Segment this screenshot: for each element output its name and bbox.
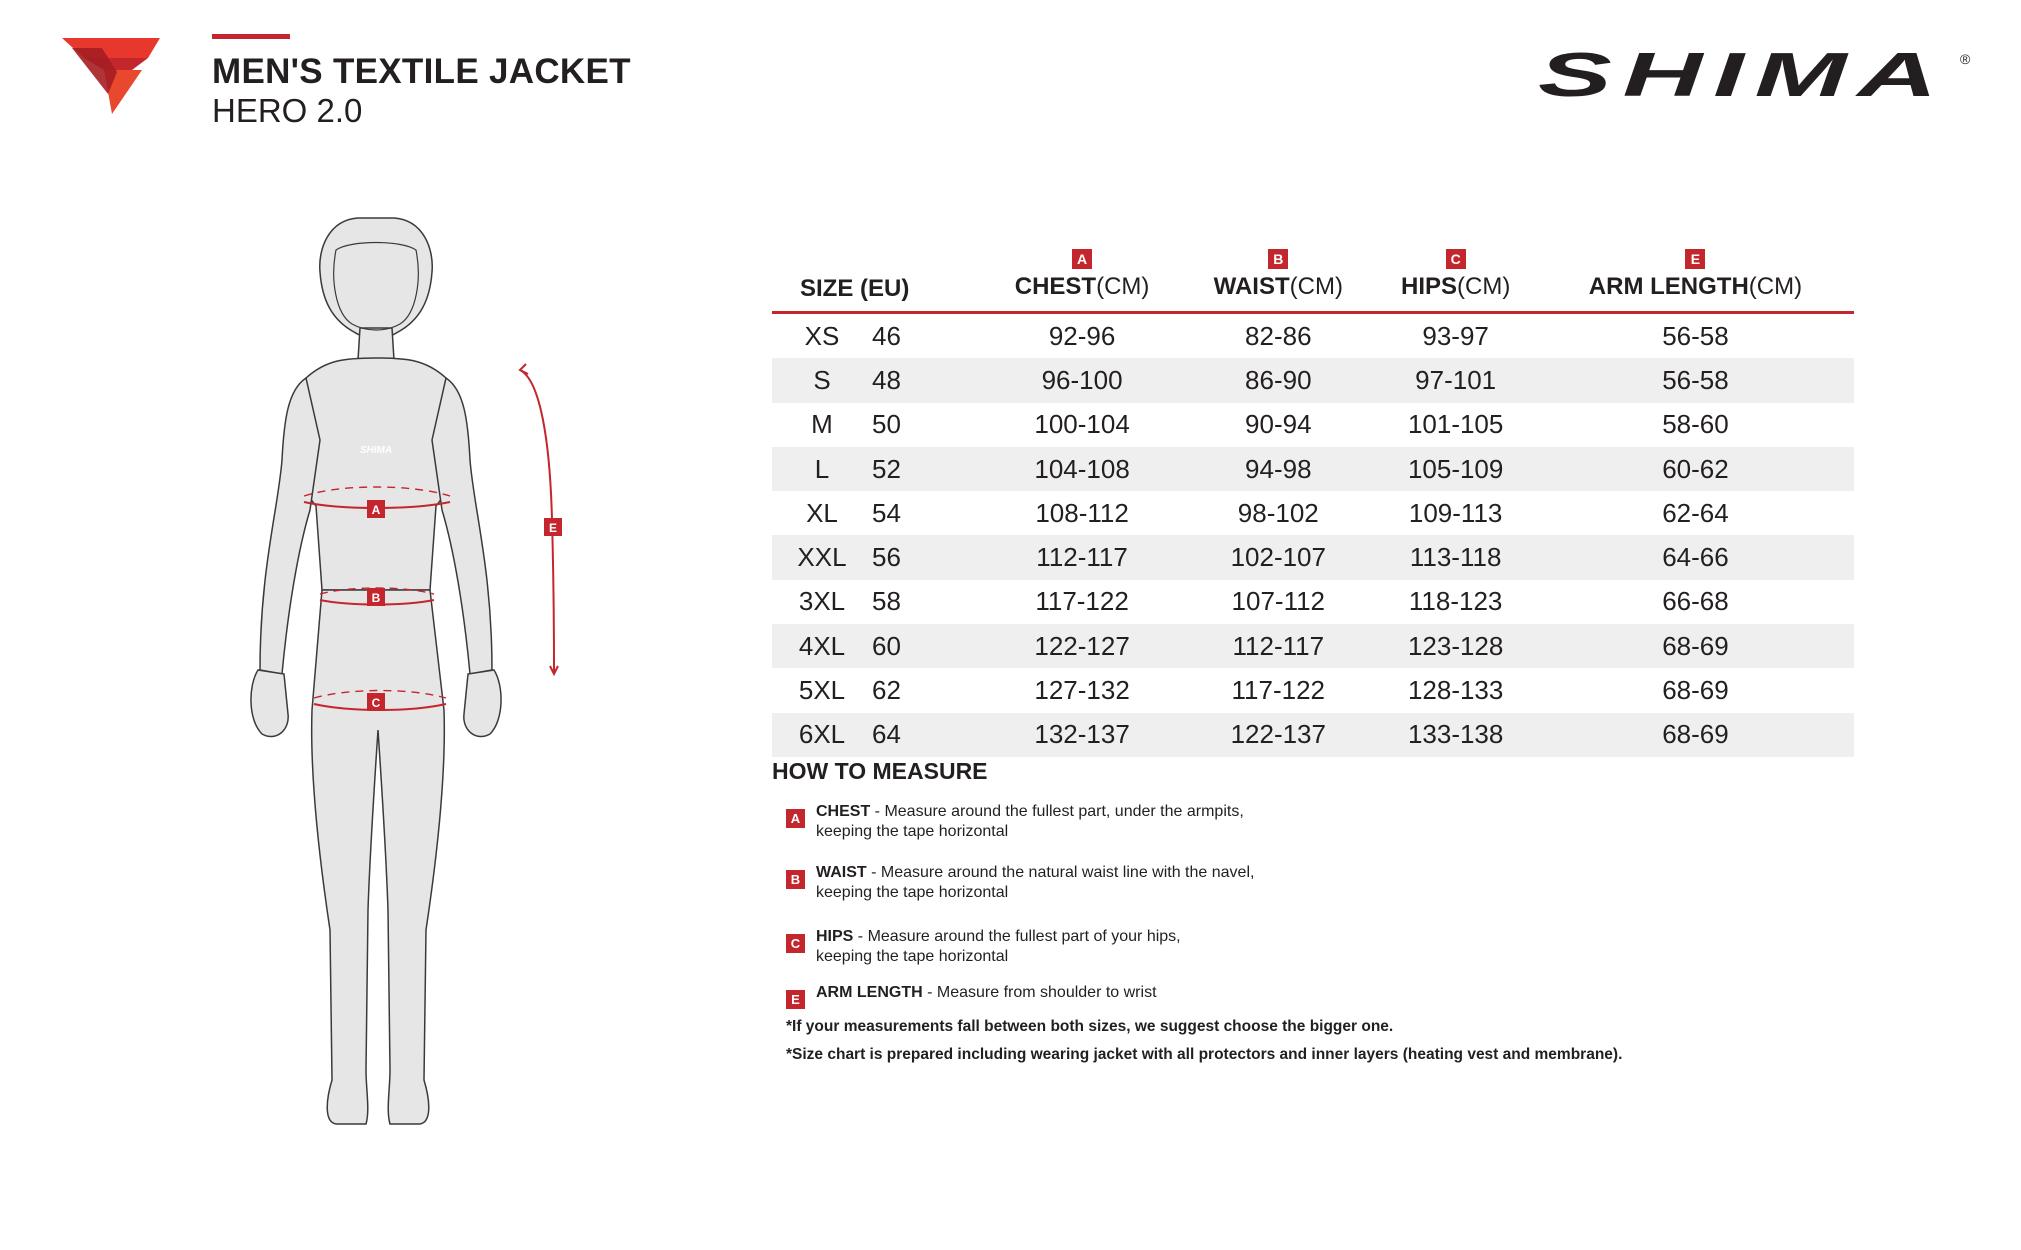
table-body	[772, 313, 1854, 757]
measure-name: CHEST	[816, 803, 871, 820]
table-cell-arm: 66-68	[1662, 586, 1729, 617]
table-cell-size: XS	[804, 320, 840, 351]
table-cell-size: XXL	[772, 535, 872, 579]
table-cell-hips: 109-113	[1408, 497, 1503, 528]
table-cell-arm: 68-69	[1537, 713, 1854, 757]
table-cell-chest: 104-108	[982, 447, 1182, 491]
table-cell-size: M	[811, 409, 833, 440]
table-cell-eu: 48	[872, 358, 982, 402]
table-cell-waist: 112-117	[1182, 624, 1374, 668]
table-cell-hips: 133-138	[1374, 713, 1537, 757]
table-cell-arm: 58-60	[1662, 409, 1729, 440]
table-cell-arm: 62-64	[1662, 497, 1729, 528]
measure-desc: - Measure around the natural waist line with the navel,	[866, 864, 1255, 881]
column-header-label: SIZE (EU)	[800, 275, 910, 302]
table-cell-hips: 128-133	[1407, 675, 1504, 706]
table-cell-waist: 98-102	[1237, 497, 1319, 528]
table-cell-waist: 82-86	[1245, 320, 1312, 351]
table-cell-eu: 58	[872, 586, 901, 617]
measure-name: HIPS	[816, 928, 854, 945]
table-cell-eu: 60	[872, 624, 982, 668]
table-cell-chest: 96-100	[982, 358, 1182, 402]
table-cell-hips: 93-97	[1422, 320, 1489, 351]
table-row	[772, 358, 1854, 402]
measure-desc-2: keeping the tape horizontal	[816, 823, 1009, 840]
measure-desc: - Measure from shoulder to wrist	[922, 984, 1157, 1001]
marker-badge: E	[786, 990, 805, 1009]
figure-marker-arm: E	[548, 521, 558, 535]
size-table	[772, 225, 1854, 757]
column-header-arm-length	[1537, 225, 1854, 313]
table-cell-eu: 54	[872, 497, 901, 528]
table-cell-hips: 123-128	[1374, 624, 1537, 668]
table-cell-eu: 52	[872, 447, 982, 491]
table-header-row	[772, 225, 1854, 313]
page-subtitle: HERO 2.0	[212, 92, 363, 129]
table-cell-hips: 105-109	[1374, 447, 1537, 491]
measure-desc-2: keeping the tape horizontal	[816, 948, 1009, 965]
table-cell-size: XL	[806, 497, 838, 528]
figure-chest-logo: SHIMA	[359, 445, 393, 456]
table-cell-eu: 56	[872, 535, 982, 579]
column-header-unit: (CM)	[1748, 273, 1803, 300]
table-cell-hips: 97-101	[1374, 358, 1537, 402]
table-cell-chest: 112-117	[982, 535, 1182, 579]
column-header-waist	[1182, 225, 1374, 313]
note-between-sizes: *If your measurements fall between both sizes, we suggest choose the bigger one.	[786, 1018, 1394, 1035]
measure-desc-2: keeping the tape horizontal	[816, 884, 1009, 901]
marker-badge: A	[1072, 249, 1092, 269]
table-cell-eu: 62	[872, 675, 901, 706]
table-row	[772, 491, 1854, 535]
table-cell-arm: 60-62	[1537, 447, 1854, 491]
how-to-measure-title: HOW TO MEASURE	[772, 758, 988, 784]
table-cell-chest: 92-96	[1048, 320, 1116, 351]
table-row	[772, 668, 1854, 712]
table-row	[772, 535, 1854, 579]
table-cell-arm: 56-58	[1662, 320, 1729, 351]
table-cell-arm: 68-69	[1537, 624, 1854, 668]
brand-mark-icon	[62, 36, 162, 116]
table-cell-arm: 68-69	[1662, 675, 1729, 706]
table-cell-eu: 50	[872, 409, 901, 440]
table-cell-size: S	[772, 358, 872, 402]
figure-marker-waist: B	[371, 591, 381, 605]
measure-desc: - Measure around the fullest part, under the armpits,	[870, 803, 1244, 820]
column-header-size	[772, 225, 982, 313]
table-cell-waist: 86-90	[1182, 358, 1374, 402]
table-row	[772, 713, 1854, 757]
table-cell-chest: 108-112	[1035, 497, 1129, 528]
table-cell-chest: 100-104	[1034, 409, 1130, 440]
registered-mark: ®	[1960, 51, 1971, 67]
column-header-unit: (CM)	[1457, 273, 1511, 300]
column-header-unit: (CM)	[1289, 273, 1343, 300]
measure-name: WAIST	[816, 864, 867, 881]
table-cell-waist: 117-122	[1231, 675, 1326, 706]
table-cell-size: 6XL	[772, 713, 872, 757]
table-row	[772, 403, 1854, 447]
column-header-label: CHEST	[1014, 273, 1097, 300]
table-row	[772, 580, 1854, 624]
table-cell-waist: 90-94	[1245, 409, 1312, 440]
measure-name: ARM LENGTH	[816, 984, 923, 1001]
table-cell-waist: 122-137	[1182, 713, 1374, 757]
table-cell-hips: 118-123	[1408, 586, 1503, 617]
table-row	[772, 313, 1854, 359]
table-cell-waist: 102-107	[1182, 535, 1374, 579]
table-cell-size: 3XL	[798, 586, 846, 617]
table-cell-arm: 64-66	[1537, 535, 1854, 579]
table-cell-size: L	[772, 447, 872, 491]
marker-badge: C	[1446, 249, 1466, 269]
marker-badge: A	[786, 809, 805, 828]
brand-logo-text: SHIMA	[1538, 50, 1948, 104]
table-cell-size: 5XL	[798, 675, 846, 706]
table-cell-eu: 46	[872, 320, 901, 351]
table-cell-chest: 132-137	[982, 713, 1182, 757]
table-cell-chest: 117-122	[1035, 586, 1129, 617]
measure-desc: - Measure around the fullest part of your hips,	[853, 928, 1181, 945]
table-cell-waist: 107-112	[1231, 586, 1326, 617]
marker-badge: C	[786, 934, 805, 953]
page-title: MEN'S TEXTILE JACKET	[212, 52, 631, 91]
table-cell-eu: 64	[872, 713, 982, 757]
table-cell-size: 4XL	[772, 624, 872, 668]
figure-marker-hips: C	[371, 696, 381, 710]
table-cell-hips: 113-118	[1374, 535, 1537, 579]
table-cell-chest: 127-132	[1034, 675, 1130, 706]
marker-badge: E	[1685, 249, 1705, 269]
column-header-label: ARM LENGTH	[1588, 273, 1749, 300]
table-cell-waist: 94-98	[1182, 447, 1374, 491]
column-header-hips	[1374, 225, 1537, 313]
table-cell-chest: 122-127	[982, 624, 1182, 668]
table-cell-arm: 56-58	[1537, 358, 1854, 402]
column-header-label: HIPS	[1400, 273, 1457, 300]
column-header-chest	[982, 225, 1182, 313]
brand-logo	[1538, 50, 1976, 104]
note-size-chart: *Size chart is prepared including wearing jacket with all protectors and inner layers (heating vest and membrane).	[786, 1046, 1623, 1063]
marker-badge: B	[786, 870, 805, 889]
figure-marker-chest: A	[371, 503, 381, 517]
table-row	[772, 624, 1854, 668]
column-header-unit: (CM)	[1096, 273, 1150, 300]
title-rule	[212, 34, 290, 39]
table-cell-hips: 101-105	[1407, 409, 1504, 440]
column-header-label: WAIST	[1213, 273, 1290, 300]
marker-badge: B	[1268, 249, 1288, 269]
body-figure	[240, 210, 600, 1150]
table-row	[772, 447, 1854, 491]
